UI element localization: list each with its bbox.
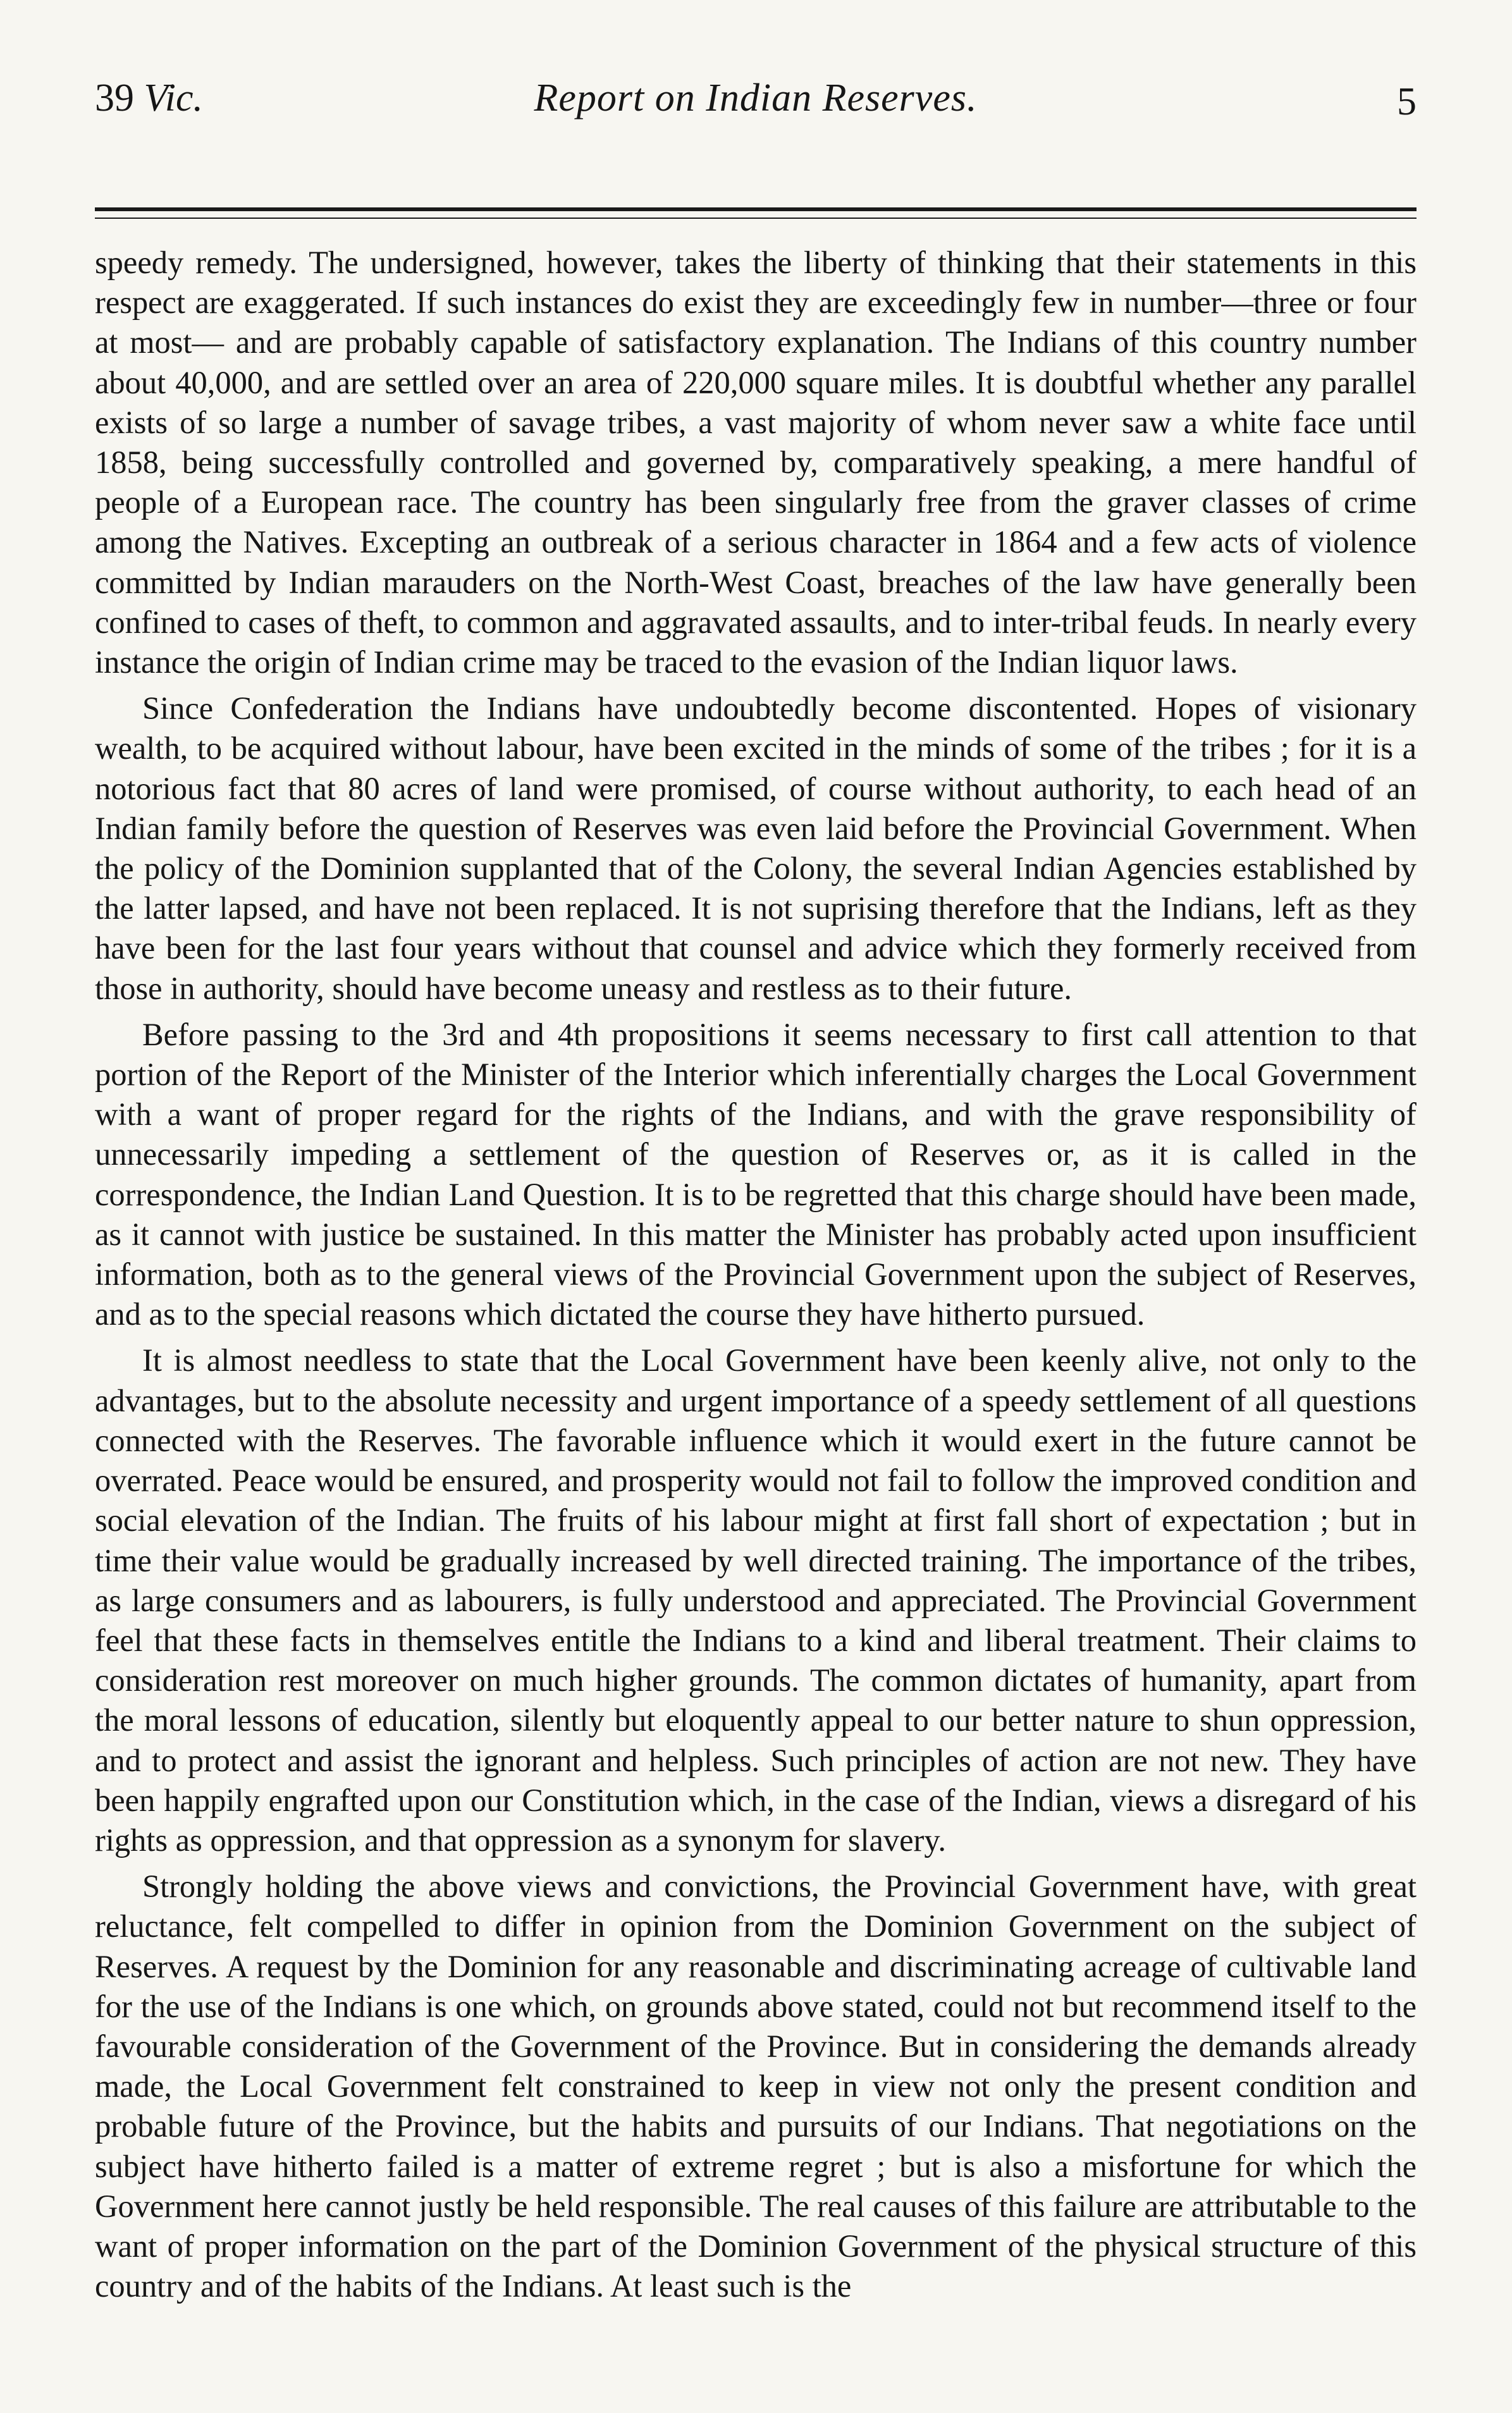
document-page (95, 63, 1417, 2365)
paragraph-1: speedy remedy. The undersigned, however, takes the liberty of thinking that their statements in this respect are exaggerated. If such instances do exist they are exceedingly few in number—three or four at most— and are probably capable of satisfactory explanation. The Indians of this country number about 40,000, and are settled over an area of 220,000 square miles. It is doubtful whether any parallel exists of so large a number of savage tribes, a vast majority of whom never saw a white face until 1858, being successfully controlled and governed by, comparatively speaking, a mere handful of people of a European race. The country has been singularly free from the graver classes of crime among the Natives. Excepting an outbreak of a serious character in 1864 and a few acts of violence committed by Indian marauders on the North-West Coast, breaches of the law have generally been confined to cases of theft, to common and aggravated assaults, and to inter-tribal feuds. In nearly every instance the origin of Indian crime may be traced to the evasion of the Indian liquor laws. (95, 245, 1417, 680)
header-rule-thin (95, 218, 1417, 219)
paragraph-3: Before passing to the 3rd and 4th propositions it seems necessary to first call attention to that portion of the Report of the Minister of the Interior which inferentially charges the Local Government with a want of proper regard for the rights of the Indians, and with the grave responsibility of unnecessarily impeding a settlement of the question of Reserves or, as it is called in the correspondence, the Indian Land Question. It is to be regretted that this charge should have been made, as it cannot with justice be sustained. In this matter the Minister has probably acted upon insufficient information, both as to the general views of the Provincial Government upon the subject of Reserves, and as to the special reasons which dictated the course they have hitherto pursued. (95, 1016, 1417, 1332)
paragraph-2: Since Confederation the Indians have undoubtedly become discontented. Hopes of visionary wealth, to be acquired without labour, have been excited in the minds of some of the tribes ; for it is a notorious fact that 80 acres of land were promised, of course without authority, to each head of an Indian family before the question of Reserves was even laid before the Provincial Government. When the policy of the Dominion supplanted that of the Colony, the several Indian Agencies established by the latter lapsed, and have not been replaced. It is not suprising therefore that the Indians, left as they have been for the last four years without that counsel and advice which they formerly received from those in authority, should have become uneasy and restless as to their future. (95, 691, 1417, 1006)
running-header (95, 63, 1417, 133)
paragraph-4: It is almost needless to state that the Local Government have been keenly alive, not only to the advantages, but to the absolute necessity and urgent importance of a speedy settlement of all questions connected with the Reserves. The favorable influence which it would exert in the future cannot be overrated. Peace would be ensured, and prosperity would not fail to follow the improved condition and social elevation of the Indian. The fruits of his labour might at first fall short of expectation ; but in time their value would be gradually increased by well directed training. The importance of the tribes, as large consumers and as labourers, is fully understood and appreciated. The Provincial Government feel that these facts in themselves entitle the Indians to a kind and liberal treatment. Their claims to consideration rest moreover on much higher grounds. The common dictates of humanity, apart from the moral lessons of education, silently but eloquently appeal to our better nature to shun oppression, and to protect and assist the ignorant and helpless. Such principles of action are not new. They have been happily engrafted upon our Constitution which, in the case of the Indian, views a disregard of his rights as oppression, and that oppression as a synonym for slavery. (95, 1342, 1417, 1858)
page-number: 5 (1397, 80, 1417, 123)
paragraph-5: Strongly holding the above views and convictions, the Provincial Government have, with great reluctance, felt compelled to differ in opinion from the Dominion Government on the subject of Reserves. A request by the Dominion for any reasonable and discriminating acreage of cultivable land for the use of the Indians is one which, on grounds above stated, could not but recommend itself to the favourable consideration of the Government of the Province. But in considering the demands already made, the Local Government felt constrained to keep in view not only the present condition and probable future of the Province, but the habits and pursuits of our Indians. That negotiations on the subject have hitherto failed is a matter of extreme regret ; but is also a misfortune for which the Government here cannot justly be held responsible. The real causes of this failure are attributable to the want of proper information on the part of the Dominion Government of the physical structure of this country and of the habits of the Indians. At least such is the (95, 1869, 1417, 2304)
body-text (95, 243, 1417, 2306)
session-number: 39 (95, 77, 134, 120)
header-rule-thick (95, 207, 1417, 211)
running-title: Report on Indian Reserves. (534, 77, 978, 120)
session-abbrev: Vic. (144, 77, 204, 120)
